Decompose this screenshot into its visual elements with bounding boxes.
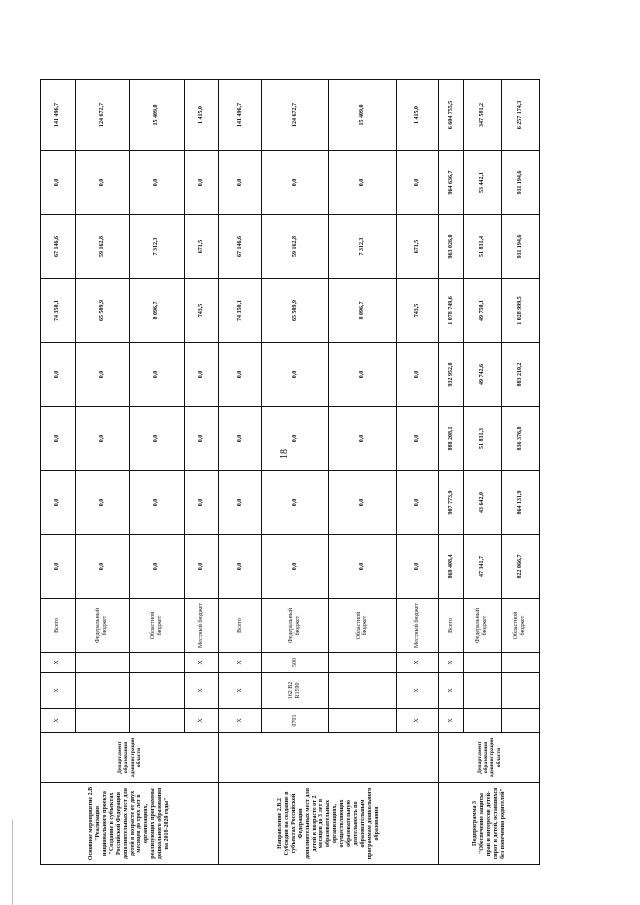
funding-source: Местный бюджет	[184, 599, 219, 653]
amount-cell: 51 831,4	[463, 215, 501, 279]
budget-code-c2	[130, 673, 185, 709]
amount-cell: 0,0	[261, 471, 328, 535]
amount-cell: 0,0	[41, 343, 76, 407]
table-row	[439, 80, 463, 865]
funding-source: Федеральный бюджет	[75, 599, 130, 653]
amount-cell: 0,0	[41, 535, 76, 599]
amount-cell: 963 026,0	[439, 215, 463, 279]
amount-cell: 7 312,3	[329, 215, 396, 279]
amount-cell: 0,0	[329, 343, 396, 407]
amount-cell: 65 509,9	[261, 279, 328, 343]
budget-code-c1: Х	[439, 709, 463, 733]
table-row	[219, 80, 262, 865]
amount-cell: 0,0	[219, 343, 262, 407]
budget-code-c3	[329, 653, 396, 673]
budget-code-c1: Х	[219, 709, 262, 733]
amount-cell: 0,0	[184, 471, 219, 535]
budget-table	[40, 79, 540, 865]
amount-cell: 65 509,9	[75, 279, 130, 343]
budget-code-c2: Х	[439, 673, 463, 709]
amount-cell: 932 952,8	[439, 343, 463, 407]
amount-cell: 0,0	[329, 407, 396, 471]
amount-cell: 671,5	[396, 215, 439, 279]
budget-code-c3: Х	[184, 653, 219, 673]
amount-cell: 911 194,6	[501, 151, 539, 215]
amount-cell: 141 496,7	[41, 80, 76, 151]
amount-cell: 59 162,8	[75, 215, 130, 279]
amount-cell: 6 604 755,5	[439, 80, 463, 151]
amount-cell: 743,5	[184, 279, 219, 343]
amount-cell: 53 442,1	[463, 151, 501, 215]
amount-cell: 6 257 174,3	[501, 80, 539, 151]
amount-cell: 8 096,7	[329, 279, 396, 343]
margin-rule	[12, 820, 13, 905]
funding-source: Областной бюджет	[329, 599, 396, 653]
amount-cell: 43 642,0	[463, 471, 501, 535]
amount-cell: 8 096,7	[130, 279, 185, 343]
amount-cell: 0,0	[184, 343, 219, 407]
budget-code-c3	[463, 653, 501, 673]
amount-cell: 0,0	[41, 407, 76, 471]
amount-cell: 0,0	[41, 151, 76, 215]
amount-cell: 15 409,0	[130, 80, 185, 151]
amount-cell: 59 162,8	[261, 215, 328, 279]
budget-code-c2: 162 В2 R1590	[261, 673, 328, 709]
row-description: Подпрограмма 3 "Обеспечение защиты прав и интересов детей-сирот и детей, оставшихся без попечения родителей"	[439, 783, 540, 865]
amount-cell: 0,0	[75, 535, 130, 599]
funding-source: Всего	[219, 599, 262, 653]
funding-source: Областной бюджет	[501, 599, 539, 653]
amount-cell: 47 341,7	[463, 535, 501, 599]
amount-cell: 0,0	[261, 151, 328, 215]
amount-cell: 49 750,1	[463, 279, 501, 343]
table-row	[41, 80, 76, 865]
amount-cell: 0,0	[329, 471, 396, 535]
amount-cell: 49 742,6	[463, 343, 501, 407]
funding-source: Федеральный бюджет	[261, 599, 328, 653]
budget-code-c3: Х	[396, 653, 439, 673]
amount-cell: 0,0	[261, 343, 328, 407]
amount-cell: 0,0	[329, 535, 396, 599]
budget-code-c1: Х	[41, 709, 76, 733]
budget-code-c2	[329, 673, 396, 709]
budget-code-c2: Х	[396, 673, 439, 709]
row-description: Основное мероприятие 2.В "Реализация национального проекта "Создание в субъектах Российской Федерации дополнительных мест для детей в возрасте от двух месяцев до трех лет в организациях, реализующих программы дошкольного образования на 2018-2020 годы"	[41, 783, 219, 865]
amount-cell: 0,0	[41, 471, 76, 535]
amount-cell: 141 496,7	[219, 80, 262, 151]
row-description: Направление 2.В.2 Субсидии на создание в субъектах Российской Федерации дополнительных мест для детей в возрасте от 2 месяцев до 3 лет в образовательных организациях, осуществляющих образовательную деятельность по образовательным программам дошкольного образования	[219, 783, 439, 865]
amount-cell: 7 312,3	[130, 215, 185, 279]
amount-cell: 888 208,1	[439, 407, 463, 471]
responsible-department: Департамент образования администрации области	[439, 733, 540, 783]
amount-cell: 67 146,6	[41, 215, 76, 279]
amount-cell: 864 131,9	[501, 471, 539, 535]
budget-code-c3	[501, 653, 539, 673]
amount-cell: 743,5	[396, 279, 439, 343]
amount-cell: 1 078 749,6	[439, 279, 463, 343]
amount-cell: 822 066,7	[501, 535, 539, 599]
amount-cell: 964 636,7	[439, 151, 463, 215]
budget-code-c1	[501, 709, 539, 733]
budget-code-c2: Х	[184, 673, 219, 709]
amount-cell: 0,0	[396, 343, 439, 407]
amount-cell: 0,0	[396, 471, 439, 535]
amount-cell: 0,0	[184, 407, 219, 471]
amount-cell: 883 210,2	[501, 343, 539, 407]
amount-cell: 671,5	[184, 215, 219, 279]
amount-cell: 74 350,1	[219, 279, 262, 343]
budget-code-c3: Х	[41, 653, 76, 673]
rotated-table-wrapper	[40, 80, 540, 865]
budget-code-c1: Х	[396, 709, 439, 733]
budget-code-c3: 500	[261, 653, 328, 673]
budget-code-c1	[75, 709, 130, 733]
budget-code-c3: Х	[439, 653, 463, 673]
budget-code-c1	[463, 709, 501, 733]
budget-code-c2: Х	[41, 673, 76, 709]
amount-cell: 0,0	[184, 535, 219, 599]
amount-cell: 67 146,6	[219, 215, 262, 279]
amount-cell: 1 415,0	[396, 80, 439, 151]
funding-source: Местный бюджет	[396, 599, 439, 653]
amount-cell: 0,0	[130, 407, 185, 471]
amount-cell: 0,0	[75, 343, 130, 407]
amount-cell: 869 408,4	[439, 535, 463, 599]
amount-cell: 0,0	[396, 535, 439, 599]
amount-cell: 907 773,9	[439, 471, 463, 535]
amount-cell: 0,0	[396, 151, 439, 215]
amount-cell: 0,0	[329, 151, 396, 215]
amount-cell: 0,0	[75, 471, 130, 535]
amount-cell: 0,0	[75, 151, 130, 215]
amount-cell: 0,0	[130, 535, 185, 599]
amount-cell: 347 581,2	[463, 80, 501, 151]
amount-cell: 15 409,0	[329, 80, 396, 151]
responsible-department: Департамент образования администрации области	[41, 733, 219, 783]
funding-source: Федеральный бюджет	[463, 599, 501, 653]
budget-code-c1: 0701	[261, 709, 328, 733]
budget-code-c2: Х	[219, 673, 262, 709]
amount-cell: 124 672,7	[75, 80, 130, 151]
amount-cell: 0,0	[130, 343, 185, 407]
amount-cell: 0,0	[184, 151, 219, 215]
amount-cell: 0,0	[75, 407, 130, 471]
budget-code-c2	[75, 673, 130, 709]
amount-cell: 0,0	[396, 407, 439, 471]
amount-cell: 74 350,1	[41, 279, 76, 343]
amount-cell: 0,0	[261, 407, 328, 471]
budget-code-c3: Х	[219, 653, 262, 673]
amount-cell: 0,0	[219, 151, 262, 215]
amount-cell: 836 376,8	[501, 407, 539, 471]
amount-cell: 51 831,3	[463, 407, 501, 471]
budget-code-c3	[75, 653, 130, 673]
funding-source: Областной бюджет	[130, 599, 185, 653]
responsible-department	[219, 733, 439, 783]
amount-cell: 0,0	[130, 471, 185, 535]
budget-code-c1	[329, 709, 396, 733]
funding-source: Всего	[41, 599, 76, 653]
amount-cell: 0,0	[261, 535, 328, 599]
budget-code-c2	[463, 673, 501, 709]
amount-cell: 1 415,0	[184, 80, 219, 151]
budget-code-c1	[130, 709, 185, 733]
amount-cell: 0,0	[219, 471, 262, 535]
budget-code-c2	[501, 673, 539, 709]
budget-code-c3	[130, 653, 185, 673]
page-number: 18	[279, 449, 290, 459]
budget-code-c1: Х	[184, 709, 219, 733]
amount-cell: 124 672,7	[261, 80, 328, 151]
amount-cell: 0,0	[219, 535, 262, 599]
funding-source: Всего	[439, 599, 463, 653]
amount-cell: 0,0	[130, 151, 185, 215]
amount-cell: 0,0	[219, 407, 262, 471]
amount-cell: 911 194,6	[501, 215, 539, 279]
amount-cell: 1 028 999,5	[501, 279, 539, 343]
